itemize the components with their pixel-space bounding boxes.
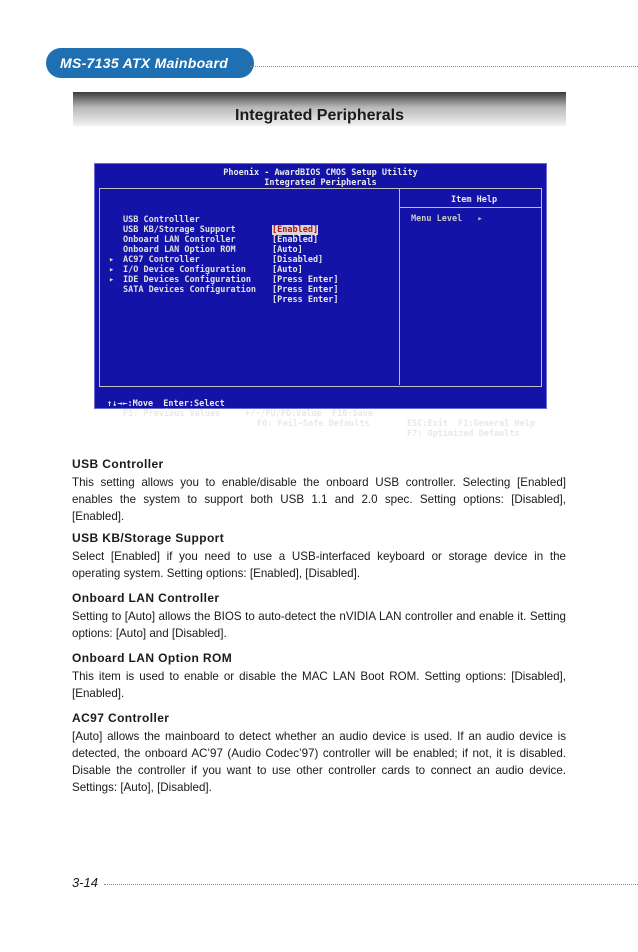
section-title: USB KB/Storage Support — [72, 531, 225, 545]
footer-divider — [104, 884, 638, 885]
bios-item-label: Onboard LAN Option ROM — [123, 245, 236, 255]
submenu-arrow-icon: ▸ — [109, 255, 115, 265]
bios-item-value: [Press Enter] — [272, 295, 339, 305]
page-title: Integrated Peripherals — [235, 107, 404, 124]
section-title: AC97 Controller — [72, 711, 170, 725]
bios-item-label: Onboard LAN Controller — [123, 235, 236, 245]
bios-footer-value: +/-/PU/PD:Value F10:Save — [245, 409, 373, 419]
page-number: 3-14 — [72, 875, 99, 890]
bios-item-value: [Enabled] — [272, 235, 319, 245]
bios-footer-exit: ESC:Exit F1:General Help — [407, 419, 535, 429]
section-body: Setting to [Auto] allows the BIOS to auto-detect the nVIDIA LAN controller and enable it. Setting options: [Auto] and [Disabled]. — [72, 610, 566, 640]
bios-item-label: USB Controlller — [123, 215, 200, 225]
bios-item-label: I/O Device Configuration — [123, 265, 246, 275]
section-lan-controller — [72, 591, 566, 642]
bios-item-value: [Auto] — [272, 245, 303, 255]
section-body: [Auto] allows the mainboard to detect whether an audio device is used. If an audio device is detected, the onboard AC’97 (Audio Codec’97) controller will be enabled; if not, it is disabled. Disable the controller if you want to use other controller cards to connect an audio device. Settings: [Auto], [Disabled]. — [72, 730, 566, 794]
title-band — [73, 92, 566, 126]
bios-item-value: [Disabled] — [272, 255, 324, 265]
bios-title-line1: Phoenix - AwardBIOS CMOS Setup Utility — [223, 168, 418, 178]
bios-item-value: [Auto] — [272, 265, 303, 275]
section-usb-kb-storage — [72, 531, 566, 582]
bios-screenshot — [94, 163, 547, 439]
bios-footer-move: ↑↓→←:Move Enter:Select — [107, 399, 225, 409]
bios-item-label: SATA Devices Configuration — [123, 285, 257, 295]
bios-footer-f7: F7: Optimized Defaults — [407, 429, 520, 439]
bios-divider — [399, 188, 400, 385]
section-body: Select [Enabled] if you need to use a USB-interfaced keyboard or storage device in the operating system. Setting options: [Enabled], [Disabled]. — [72, 550, 566, 580]
submenu-arrow-icon: ▸ — [109, 275, 115, 285]
section-title: USB Controller — [72, 457, 164, 471]
section-title: Onboard LAN Controller — [72, 591, 220, 605]
bios-help-title: Item Help — [451, 195, 498, 205]
section-body: This setting allows you to enable/disable the onboard USB controller. Selecting [Enabled] enables the system to support both USB 1.1 and 2.0 spec. Setting options: [Disabled], [Enabled]. — [72, 476, 566, 523]
bios-help-separator — [400, 207, 541, 208]
bios-title-line2: Integrated Peripherals — [264, 178, 377, 188]
bios-item-value: [Press Enter] — [272, 285, 339, 295]
header-title: MS-7135 ATX Mainboard — [46, 48, 254, 78]
bios-item-label: AC97 Controller — [123, 255, 200, 265]
section-title: Onboard LAN Option ROM — [72, 651, 233, 665]
section-ac97-controller — [72, 711, 566, 796]
bios-item-value: [Enabled] — [272, 225, 319, 235]
section-usb-controller — [72, 457, 566, 525]
bios-footer-f5: F5: Previous Values — [123, 409, 221, 419]
section-lan-option-rom — [72, 651, 566, 702]
bios-item-label: IDE Devices Configuration — [123, 275, 251, 285]
section-body: This item is used to enable or disable the MAC LAN Boot ROM. Setting options: [Disabled], [Enabled]. — [72, 670, 566, 700]
submenu-arrow-icon: ▸ — [109, 265, 115, 275]
bios-footer-f6: F6: Fail-Safe Defaults — [257, 419, 370, 429]
header-divider — [250, 66, 638, 68]
bios-item-value: [Press Enter] — [272, 275, 339, 285]
bios-help-menu-level: Menu Level ▸ — [411, 214, 483, 224]
bios-item-label: USB KB/Storage Support — [123, 225, 236, 235]
